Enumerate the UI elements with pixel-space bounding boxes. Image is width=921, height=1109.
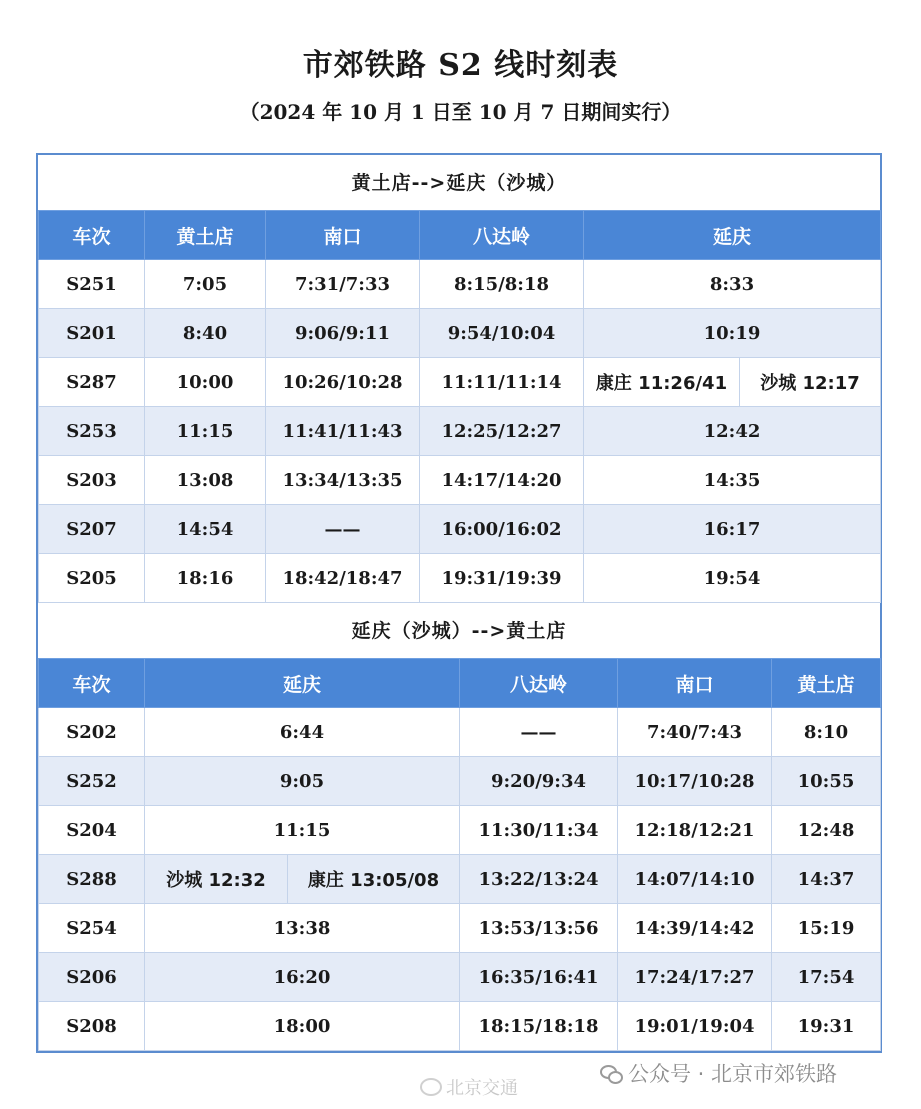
time-nankou: 7:40/7:43 [618,708,772,757]
time-nankou: 17:24/17:27 [618,953,772,1002]
col-header-train: 车次 [39,211,145,260]
col-header-nankou: 南口 [618,659,772,708]
time-nankou: 12:18/12:21 [618,806,772,855]
time-yanqing: 9:05 [145,757,460,806]
time-nankou: 9:06/9:11 [266,309,420,358]
time-badaling: 18:15/18:18 [460,1002,618,1051]
page-title: 市郊铁路 S2 线时刻表 [302,48,619,83]
table-row [39,407,881,456]
time-huangtudian: 8:10 [772,708,881,757]
table-row [39,806,881,855]
train-number: S201 [39,309,145,358]
table-row [39,904,881,953]
time-yanqing: 16:20 [145,953,460,1002]
time-badaling: 11:11/11:14 [420,358,584,407]
train-number: S288 [39,855,145,904]
table-row [39,505,881,554]
time-badaling: 14:17/14:20 [420,456,584,505]
train-number: S207 [39,505,145,554]
time-nankou: 18:42/18:47 [266,554,420,603]
train-number: S202 [39,708,145,757]
wechat-icon [600,1065,622,1083]
time-shacheng: 沙城 12:17 [740,358,881,407]
train-number: S287 [39,358,145,407]
train-number: S254 [39,904,145,953]
weibo-watermark [420,1074,518,1100]
col-header-huangtudian: 黄土店 [772,659,881,708]
time-badaling: 9:20/9:34 [460,757,618,806]
time-huangtudian: 11:15 [145,407,266,456]
time-kangzhuang: 康庄 11:26/41 [584,358,740,407]
effective-dates: （2024 年 10 月 1 日至 10 月 7 日期间实行） [239,100,682,124]
table-row [39,260,881,309]
train-number: S208 [39,1002,145,1051]
time-huangtudian: 14:54 [145,505,266,554]
time-nankou: 19:01/19:04 [618,1002,772,1051]
time-badaling: —— [460,708,618,757]
time-nankou: 14:39/14:42 [618,904,772,953]
train-number: S204 [39,806,145,855]
col-header-badaling: 八达岭 [420,211,584,260]
time-yanqing: 6:44 [145,708,460,757]
time-nankou: 10:26/10:28 [266,358,420,407]
col-header-yanqing: 延庆 [145,659,460,708]
weibo-watermark-text: 北京交通 [446,1078,518,1099]
col-header-train: 车次 [39,659,145,708]
time-badaling: 11:30/11:34 [460,806,618,855]
table-row [39,554,881,603]
time-huangtudian: 14:37 [772,855,881,904]
train-number: S205 [39,554,145,603]
time-shacheng: 沙城 12:32 [145,855,288,904]
wechat-watermark-text: 公众号 · 北京市郊铁路 [628,1062,838,1086]
table-row [39,953,881,1002]
wechat-watermark [600,1058,837,1088]
train-number: S252 [39,757,145,806]
time-yanqing: 11:15 [145,806,460,855]
time-yanqing: 13:38 [145,904,460,953]
time-badaling: 13:22/13:24 [460,855,618,904]
time-badaling: 16:35/16:41 [460,953,618,1002]
time-badaling: 12:25/12:27 [420,407,584,456]
time-yanqing: 10:19 [584,309,881,358]
train-number: S253 [39,407,145,456]
table-row [39,358,881,407]
inbound-timetable [38,658,881,1051]
col-header-nankou: 南口 [266,211,420,260]
time-yanqing: 8:33 [584,260,881,309]
time-yanqing: 12:42 [584,407,881,456]
time-badaling: 16:00/16:02 [420,505,584,554]
time-huangtudian: 10:55 [772,757,881,806]
train-number: S206 [39,953,145,1002]
table-row [39,757,881,806]
time-badaling: 13:53/13:56 [460,904,618,953]
time-huangtudian: 19:31 [772,1002,881,1051]
time-yanqing: 14:35 [584,456,881,505]
time-yanqing: 18:00 [145,1002,460,1051]
time-badaling: 9:54/10:04 [420,309,584,358]
time-nankou: —— [266,505,420,554]
time-huangtudian: 8:40 [145,309,266,358]
weibo-icon [420,1078,442,1096]
time-huangtudian: 18:16 [145,554,266,603]
time-nankou: 14:07/14:10 [618,855,772,904]
time-nankou: 10:17/10:28 [618,757,772,806]
table-row [39,708,881,757]
train-number: S251 [39,260,145,309]
col-header-badaling: 八达岭 [460,659,618,708]
time-nankou: 11:41/11:43 [266,407,420,456]
table-row [39,1002,881,1051]
time-huangtudian: 15:19 [772,904,881,953]
time-huangtudian: 13:08 [145,456,266,505]
time-nankou: 7:31/7:33 [266,260,420,309]
time-huangtudian: 7:05 [145,260,266,309]
time-kangzhuang: 康庄 13:05/08 [288,855,460,904]
outbound-direction-title: 黄土店-->延庆（沙城） [38,156,880,210]
time-badaling: 19:31/19:39 [420,554,584,603]
time-yanqing: 16:17 [584,505,881,554]
time-huangtudian: 17:54 [772,953,881,1002]
inbound-direction-title: 延庆（沙城）-->黄土店 [38,604,880,658]
time-yanqing: 19:54 [584,554,881,603]
col-header-huangtudian: 黄土店 [145,211,266,260]
time-badaling: 8:15/8:18 [420,260,584,309]
time-huangtudian: 12:48 [772,806,881,855]
table-row [39,309,881,358]
train-number: S203 [39,456,145,505]
inbound-header-row [39,659,881,708]
outbound-header-row [39,211,881,260]
col-header-yanqing: 延庆 [584,211,881,260]
time-huangtudian: 10:00 [145,358,266,407]
table-row [39,855,881,904]
time-nankou: 13:34/13:35 [266,456,420,505]
outbound-timetable [38,210,881,603]
table-row [39,456,881,505]
